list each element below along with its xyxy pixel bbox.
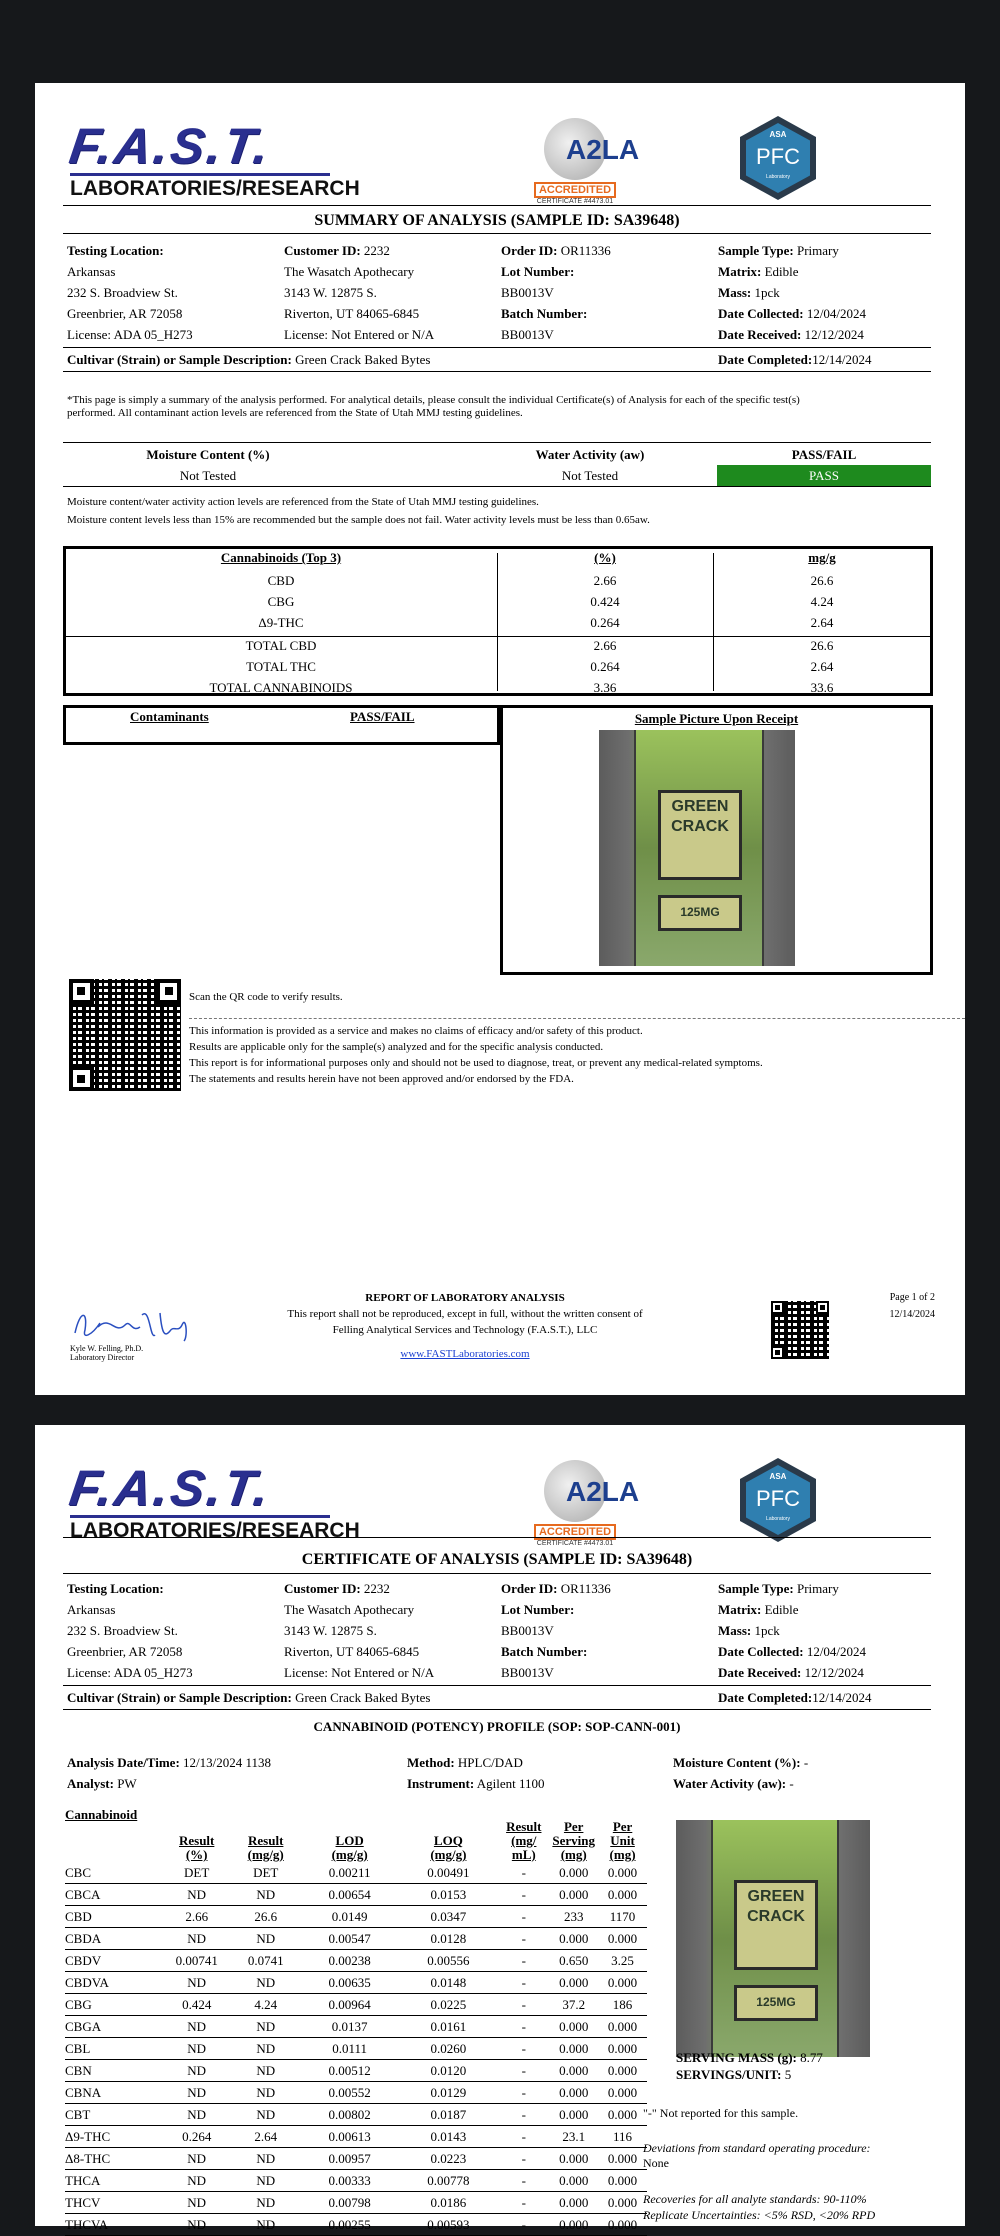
analyte-value: - (498, 2038, 549, 2060)
analyte-value: 0.000 (549, 1928, 598, 1950)
col-per-unit: Per Unit (mg) (609, 1819, 636, 1862)
analyte-value: 0.0111 (301, 2038, 399, 2060)
analyte-value: 0.00547 (301, 1928, 399, 1950)
a2la-accreditation-logo: A2LA ACCREDITED CERTIFICATE #4473.01 (520, 1460, 630, 1542)
analyte-name: CBCA (65, 1884, 163, 1906)
director-title: Laboratory Director (70, 1353, 135, 1362)
cannabinoid-percent: 0.264 (590, 659, 620, 674)
water-activity-column: Water Activity (aw) Not Tested (535, 447, 645, 483)
moisture-notes: Moisture content/water activity action levels are referenced from the State of Utah MMJ testing guidelines. Moisture content levels less than 15% are recommended but the sample does not fail. Water activity levels must be less than 0.65aw. (67, 496, 650, 526)
footer-qr-code[interactable] (771, 1301, 829, 1359)
analyte-value: 116 (598, 2126, 647, 2148)
table-row (65, 1928, 647, 1950)
logo-word: F.A.S.T. (66, 118, 275, 174)
analyte-value: 0.00778 (398, 2170, 498, 2192)
analyte-value: - (498, 2016, 549, 2038)
analyte-value: 0.0223 (398, 2148, 498, 2170)
analyte-value: 0.000 (549, 2192, 598, 2214)
analyte-value: 0.00255 (301, 2214, 399, 2236)
analyte-value: 0.00593 (398, 2214, 498, 2236)
analyte-value: 0.0186 (398, 2192, 498, 2214)
quality-notes: Recoveries for all analyte standards: 90-110% Replicate Uncertainties: <5% RSD, <20% RPD (643, 2192, 876, 2222)
serving-info: SERVING MASS (g): 8.77 SERVINGS/UNIT: 5 (676, 2050, 823, 2082)
analyte-value: - (498, 2082, 549, 2104)
analyte-value: 2.66 (163, 1906, 231, 1928)
method-meta: Method: HPLC/DAD Instrument: Agilent 1100 (407, 1755, 545, 1791)
analyte-name: THCV (65, 2192, 163, 2214)
analyte-value: 0.0143 (398, 2126, 498, 2148)
col-cannabinoid: Cannabinoid (65, 1807, 138, 1822)
analyte-value: ND (231, 2060, 301, 2082)
analyte-value: 0.00957 (301, 2148, 399, 2170)
cannabinoid-percent: 2.66 (593, 573, 617, 588)
analyte-value: 0.000 (598, 2148, 647, 2170)
table-row (65, 2104, 647, 2126)
analyte-value: 0.0260 (398, 2038, 498, 2060)
page-number: Page 1 of 2 12/14/2024 (889, 1292, 935, 1320)
table-row (65, 2170, 647, 2192)
analyte-name: CBNA (65, 2082, 163, 2104)
col-lod: LOD (mg/g) (331, 1833, 368, 1862)
table-row (65, 2038, 647, 2060)
analyte-name: THCVA (65, 2214, 163, 2236)
cannabinoid-percent: 0.264 (590, 615, 620, 630)
cannabinoids-header: Cannabinoids (Top 3) (220, 550, 342, 565)
analyte-name: CBN (65, 2060, 163, 2082)
analyte-name: CBD (65, 1906, 163, 1928)
pfc-logo: ASA PFC Laboratory (740, 1458, 816, 1542)
page-title: SUMMARY OF ANALYSIS (SAMPLE ID: SA39648) (314, 212, 680, 229)
analyte-value: 0.000 (549, 1884, 598, 1906)
analyte-value: ND (163, 2038, 231, 2060)
fast-logo (66, 118, 360, 200)
analyte-value: 0.00798 (301, 2192, 399, 2214)
analyte-value: 0.0741 (231, 1950, 301, 1972)
report-footer: REPORT OF LABORATORY ANALYSIS This report shall not be reproduced, except in full, without the written consent of Felling Analytical Services and Technology (F.A.S.T.), LLC www.FASTLaboratories.com (287, 1292, 643, 1360)
analyte-value: - (498, 2104, 549, 2126)
analyte-value: - (498, 1950, 549, 1972)
col-result-mgg: Result (mg/g) (247, 1833, 284, 1862)
col-result-mgml: Result (mg/ mL) (506, 1819, 542, 1862)
analyte-name: CBDVA (65, 1972, 163, 1994)
analyte-value: 37.2 (549, 1994, 598, 2016)
table-row (65, 2148, 647, 2170)
not-reported-note: "-" Not reported for this sample. (643, 2106, 799, 2120)
analyte-value: - (498, 1906, 549, 1928)
analyte-value: 0.000 (598, 2082, 647, 2104)
sample-info: Sample Type: Primary Matrix: Edible Mass: 1pck Date Collected: 12/04/2024 Date Received: 12/12/2024 (718, 243, 867, 342)
cultivar-line: Cultivar (Strain) or Sample Description: Green Crack Baked Bytes (67, 1690, 431, 1705)
table-row (65, 1862, 647, 1884)
mgg-header: mg/g (808, 550, 836, 565)
analyte-name: CBDV (65, 1950, 163, 1972)
analyte-value: 0.000 (549, 1972, 598, 1994)
analyte-value: ND (231, 2214, 301, 2236)
analyte-name: THCA (65, 2170, 163, 2192)
percent-header: (%) (594, 550, 616, 565)
cannabinoid-mgg: 26.6 (810, 573, 834, 588)
analyte-value: 186 (598, 1994, 647, 2016)
analyte-value: 0.00211 (301, 1862, 399, 1884)
analyte-value: 0.000 (549, 2148, 598, 2170)
analyte-value: ND (163, 2104, 231, 2126)
analyte-value: 0.000 (598, 1884, 647, 1906)
analyte-value: ND (163, 1928, 231, 1950)
analyte-value: ND (231, 2148, 301, 2170)
analyte-value: ND (231, 2038, 301, 2060)
cannabinoid-percent: 3.36 (593, 680, 617, 695)
analyte-value: ND (163, 2060, 231, 2082)
report-page-1 (35, 83, 965, 1395)
analyte-value: 0.00635 (301, 1972, 399, 1994)
analyte-value: 23.1 (549, 2126, 598, 2148)
analysis-meta: Analysis Date/Time: 12/13/2024 1138 Analyst: PW (67, 1755, 272, 1791)
analyte-value: - (498, 2126, 549, 2148)
testing-location: Testing Location: Arkansas 232 S. Broadview St. Greenbrier, AR 72058 License: ADA 05_H273 (67, 243, 193, 342)
analyte-value: 0.000 (598, 2038, 647, 2060)
analyte-value: 0.000 (549, 2016, 598, 2038)
table-row (65, 2214, 647, 2236)
analyte-name: CBT (65, 2104, 163, 2126)
analyte-value: 1170 (598, 1906, 647, 1928)
analyte-value: - (498, 1884, 549, 1906)
cannabinoid-percent: 0.424 (590, 594, 620, 609)
analyte-value: 0.000 (598, 2104, 647, 2126)
analyte-value: ND (231, 2104, 301, 2126)
analyte-value: ND (163, 2148, 231, 2170)
website-link[interactable]: www.FASTLaboratories.com (400, 1348, 530, 1360)
moisture-passfail-column: PASS/FAIL PASS (717, 444, 931, 486)
analyte-value: 0.0347 (398, 1906, 498, 1928)
table-row (65, 2126, 647, 2148)
analyte-value: 0.000 (549, 2214, 598, 2236)
fast-logo: F.A.S.T. LABORATORIES/RESEARCH (66, 1460, 360, 1542)
sample-info: Sample Type: Primary Matrix: Edible Mass: 1pck Date Collected: 12/04/2024 Date Received: 12/12/2024 (718, 1581, 867, 1680)
analyte-value: 0.000 (598, 1862, 647, 1884)
analyte-value: - (498, 1994, 549, 2016)
analyte-name: CBL (65, 2038, 163, 2060)
table-row (65, 2016, 647, 2038)
analyte-value: 2.64 (231, 2126, 301, 2148)
analyte-value: 0.0187 (398, 2104, 498, 2126)
analyte-value: ND (231, 2192, 301, 2214)
analyte-value: ND (163, 1884, 231, 1906)
analyte-value: 0.0153 (398, 1884, 498, 1906)
moisture-column: Moisture Content (%) Not Tested (146, 447, 270, 483)
analyte-value: - (498, 2214, 549, 2236)
table-row (65, 2082, 647, 2104)
analyte-value: 0.000 (598, 2170, 647, 2192)
analyte-value: - (498, 2170, 549, 2192)
analyte-name: Δ9-THC (65, 2126, 163, 2148)
analyte-value: 0.000 (598, 1928, 647, 1950)
analyte-value: 233 (549, 1906, 598, 1928)
table-row (65, 1994, 647, 2016)
summary-note: *This page is simply a summary of the analysis performed. For analytical details, please consult the individual Certificate(s) of Analysis for each of the specific test(s) performed. All contaminant action levels are referenced from the State of Utah MMJ testing guidelines. (67, 394, 800, 419)
analyte-value: 0.00964 (301, 1994, 399, 2016)
qr-instruction: Scan the QR code to verify results. (189, 991, 343, 1003)
cannabinoid-name: TOTAL CANNABINOIDS (209, 680, 353, 695)
analyte-name: CBGA (65, 2016, 163, 2038)
analyte-value: 3.25 (598, 1950, 647, 1972)
potency-profile-title: CANNABINOID (POTENCY) PROFILE (SOP: SOP-CANN-001) (313, 1719, 681, 1734)
analyte-value: 0.0120 (398, 2060, 498, 2082)
analyte-name: CBG (65, 1994, 163, 2016)
cultivar-line: Cultivar (Strain) or Sample Description: Green Crack Baked Bytes (67, 352, 431, 367)
analyte-value: 0.000 (549, 2082, 598, 2104)
col-loq: LOQ (mg/g) (430, 1833, 467, 1862)
analyte-value: 0.000 (598, 1972, 647, 1994)
cannabinoid-name: TOTAL CBD (245, 638, 317, 653)
analyte-name: CBC (65, 1862, 163, 1884)
analyte-value: ND (163, 2214, 231, 2236)
order-info: Order ID: OR11336 Lot Number: BB0013V Batch Number: BB0013V (501, 1581, 611, 1680)
analyte-value: 0.650 (549, 1950, 598, 1972)
analyte-value: 0.000 (598, 2060, 647, 2082)
table-row (65, 1950, 647, 1972)
analyte-value: 0.00333 (301, 2170, 399, 2192)
analyte-value: 0.0137 (301, 2016, 399, 2038)
date-completed: Date Completed:12/14/2024 (718, 352, 872, 367)
analyte-value: 4.24 (231, 1994, 301, 2016)
analyte-value: 0.0225 (398, 1994, 498, 2016)
deviations-note: Deviations from standard operating procedure: None (643, 2141, 871, 2170)
potency-table (65, 1808, 647, 2236)
sample-product-image: GREEN CRACK 125MG (676, 1820, 870, 2057)
analyte-value: 0.424 (163, 1994, 231, 2016)
analyte-value: - (498, 1928, 549, 1950)
analyte-value: 0.000 (598, 2016, 647, 2038)
order-info: Order ID: OR11336 Lot Number: BB0013V Batch Number: BB0013V (501, 243, 611, 342)
customer-info: Customer ID: 2232 The Wasatch Apothecary 3143 W. 12875 S. Riverton, UT 84065-6845 License: Not Entered or N/A (284, 243, 435, 342)
contaminants-box (63, 705, 500, 745)
table-row (65, 2192, 647, 2214)
analyte-value: ND (163, 2170, 231, 2192)
cannabinoid-mgg: 2.64 (810, 659, 834, 674)
director-signature (70, 1305, 200, 1360)
pfc-logo: ASA PFC Laboratory (740, 116, 816, 200)
analyte-value: 0.0149 (301, 1906, 399, 1928)
logo-subtitle: LABORATORIES/RESEARCH (70, 173, 330, 200)
analyte-value: 0.000 (549, 2038, 598, 2060)
a2la-accreditation-logo: A2LA ACCREDITED CERTIFICATE #4473.01 (520, 118, 630, 200)
analyte-value: 0.00741 (163, 1950, 231, 1972)
analyte-value: 0.00556 (398, 1950, 498, 1972)
cannabinoid-mgg: 33.6 (810, 680, 834, 695)
analyte-value: 0.0161 (398, 2016, 498, 2038)
analyte-value: ND (163, 1972, 231, 1994)
analyte-value: ND (231, 1972, 301, 1994)
analyte-value: 0.264 (163, 2126, 231, 2148)
cannabinoid-mgg: 2.64 (810, 615, 834, 630)
analyte-value: 0.00491 (398, 1862, 498, 1884)
analyte-value: 0.000 (549, 2170, 598, 2192)
analyte-value: 0.00238 (301, 1950, 399, 1972)
sample-product-image: GREEN CRACK 125MG (599, 730, 795, 966)
analyte-value: ND (231, 2016, 301, 2038)
analyte-value: 0.00613 (301, 2126, 399, 2148)
cannabinoid-name: Δ9-THC (258, 615, 304, 630)
testing-location: Testing Location: Arkansas 232 S. Broadview St. Greenbrier, AR 72058 License: ADA 05_H273 (67, 1581, 193, 1680)
globe-icon: A2LA (544, 1460, 606, 1522)
analyte-value: 0.000 (598, 2192, 647, 2214)
cannabinoid-mgg: 4.24 (810, 594, 834, 609)
cannabinoid-name: CBG (267, 594, 295, 609)
analyte-value: DET (231, 1862, 301, 1884)
report-page-2 (35, 1425, 965, 2232)
analyte-value: 0.000 (549, 1862, 598, 1884)
cannabinoid-name: CBD (267, 573, 295, 588)
moisture-meta: Moisture Content (%): - Water Activity (aw): - (673, 1755, 809, 1791)
verification-qr-code[interactable] (69, 979, 181, 1091)
sample-picture-header: Sample Picture Upon Receipt (634, 711, 799, 726)
analyte-value: DET (163, 1862, 231, 1884)
director-name: Kyle W. Felling, Ph.D. (70, 1344, 144, 1353)
analyte-value: ND (163, 2192, 231, 2214)
table-row (65, 2060, 647, 2082)
analyte-value: ND (231, 2082, 301, 2104)
analyte-value: ND (231, 2170, 301, 2192)
cannabinoid-percent: 2.66 (593, 638, 617, 653)
analyte-value: 0.0128 (398, 1928, 498, 1950)
analyte-value: - (498, 2192, 549, 2214)
analyte-value: 0.0148 (398, 1972, 498, 1994)
analyte-value: 0.000 (549, 2060, 598, 2082)
cannabinoid-mgg: 26.6 (810, 638, 834, 653)
table-row (65, 1884, 647, 1906)
analyte-value: 0.000 (549, 2104, 598, 2126)
contaminants-passfail-header: PASS/FAIL (350, 709, 415, 724)
table-row (65, 1972, 647, 1994)
analyte-value: ND (231, 1884, 301, 1906)
table-row (65, 1906, 647, 1928)
pass-badge: PASS (717, 465, 931, 486)
analyte-value: ND (231, 1928, 301, 1950)
analyte-value: - (498, 1972, 549, 1994)
analyte-value: - (498, 2060, 549, 2082)
col-per-serving: Per Serving (mg) (552, 1819, 595, 1862)
page-title: CERTIFICATE OF ANALYSIS (SAMPLE ID: SA39648) (301, 1551, 693, 1568)
analyte-value: - (498, 2148, 549, 2170)
analyte-value: 0.00802 (301, 2104, 399, 2126)
customer-info: Customer ID: 2232 The Wasatch Apothecary 3143 W. 12875 S. Riverton, UT 84065-6845 License: Not Entered or N/A (284, 1581, 435, 1680)
analyte-value: 0.000 (598, 2214, 647, 2236)
analyte-value: ND (163, 2016, 231, 2038)
cannabinoid-name: TOTAL THC (246, 659, 316, 674)
date-completed: Date Completed:12/14/2024 (718, 1690, 872, 1705)
analyte-value: 0.0129 (398, 2082, 498, 2104)
analyte-value: ND (163, 2082, 231, 2104)
analyte-name: Δ8-THC (65, 2148, 163, 2170)
analyte-value: 0.00552 (301, 2082, 399, 2104)
contaminants-header: Contaminants (130, 709, 209, 724)
disclaimers: This information is provided as a service and makes no claims of efficacy and/or safety of this product. Results are applicable only for the sample(s) analyzed and for the specific analysis conducted. This report is for informational purposes only and should not be used to diagnose, treat, or prevent any medical-related symptoms. The statements and results herein have not been approved and/or endorsed by the FDA. (189, 1025, 763, 1085)
analyte-name: CBDA (65, 1928, 163, 1950)
analyte-value: 0.00512 (301, 2060, 399, 2082)
globe-icon: A2LA (544, 118, 606, 180)
analyte-value: - (498, 1862, 549, 1884)
analyte-value: 26.6 (231, 1906, 301, 1928)
col-result-pct: Result (%) (178, 1833, 215, 1862)
analyte-value: 0.00654 (301, 1884, 399, 1906)
